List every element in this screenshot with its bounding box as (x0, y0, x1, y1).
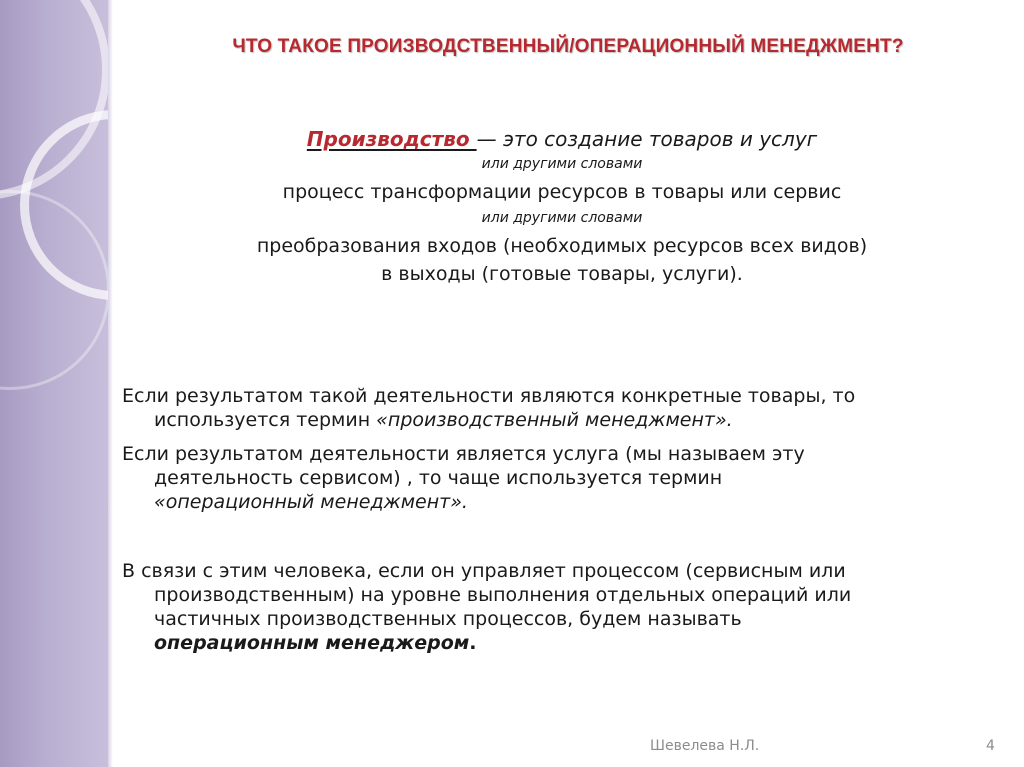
definition-term: Производство (306, 127, 477, 151)
paragraph-line (122, 408, 992, 432)
paragraph-production (122, 384, 992, 432)
page-number: 4 (986, 738, 995, 754)
process-line: процесс трансформации ресурсов в товары или сервис (282, 181, 842, 203)
paragraph-text: . (469, 632, 477, 654)
paragraph-line: деятельность сервисом) , то чаще используется термин (154, 467, 723, 489)
paragraph-line (122, 490, 992, 514)
definition-text: — это создание товаров и услуг (476, 127, 818, 151)
paragraph-line: частичных производственных процессов, будем называть (154, 608, 742, 630)
term-production-management: «производственный менеджмент». (376, 409, 733, 431)
sidebar-edge (108, 0, 113, 767)
paragraph-manager (122, 559, 992, 655)
paragraph-line: Если результатом такой деятельности являются конкретные товары, то (122, 385, 856, 407)
decorative-sidebar (0, 0, 112, 767)
footer-author: Шевелева Н.Л. (650, 738, 760, 754)
paragraph-line: производственным) на уровне выполнения отдельных операций или (154, 584, 852, 606)
or-other-words-2: или другими словами (481, 210, 643, 226)
slide-title: ЧТО ТАКОЕ ПРОИЗВОДСТВЕННЫЙ/ОПЕРАЦИОННЫЙ МЕНЕДЖМЕНТ? (232, 36, 904, 57)
paragraph-operations (122, 442, 992, 514)
or-other-words-1: или другими словами (481, 156, 643, 172)
inputs-line: преобразования входов (необходимых ресурсов всех видов) (256, 235, 868, 257)
definition-line (112, 126, 1012, 152)
paragraph-text: используется термин (154, 409, 377, 431)
paragraph-line: Если результатом деятельности является услуга (мы называем эту (122, 443, 805, 465)
term-operations-manager: операционным менеджером (154, 632, 470, 654)
term-operations-management: «операционный менеджмент». (154, 491, 468, 513)
outputs-line: в выходы (готовые товары, услуги). (381, 263, 743, 285)
paragraph-line (122, 631, 992, 655)
paragraph-line: В связи с этим человека, если он управляет процессом (сервисным или (122, 560, 846, 582)
definition-block (112, 126, 1012, 288)
